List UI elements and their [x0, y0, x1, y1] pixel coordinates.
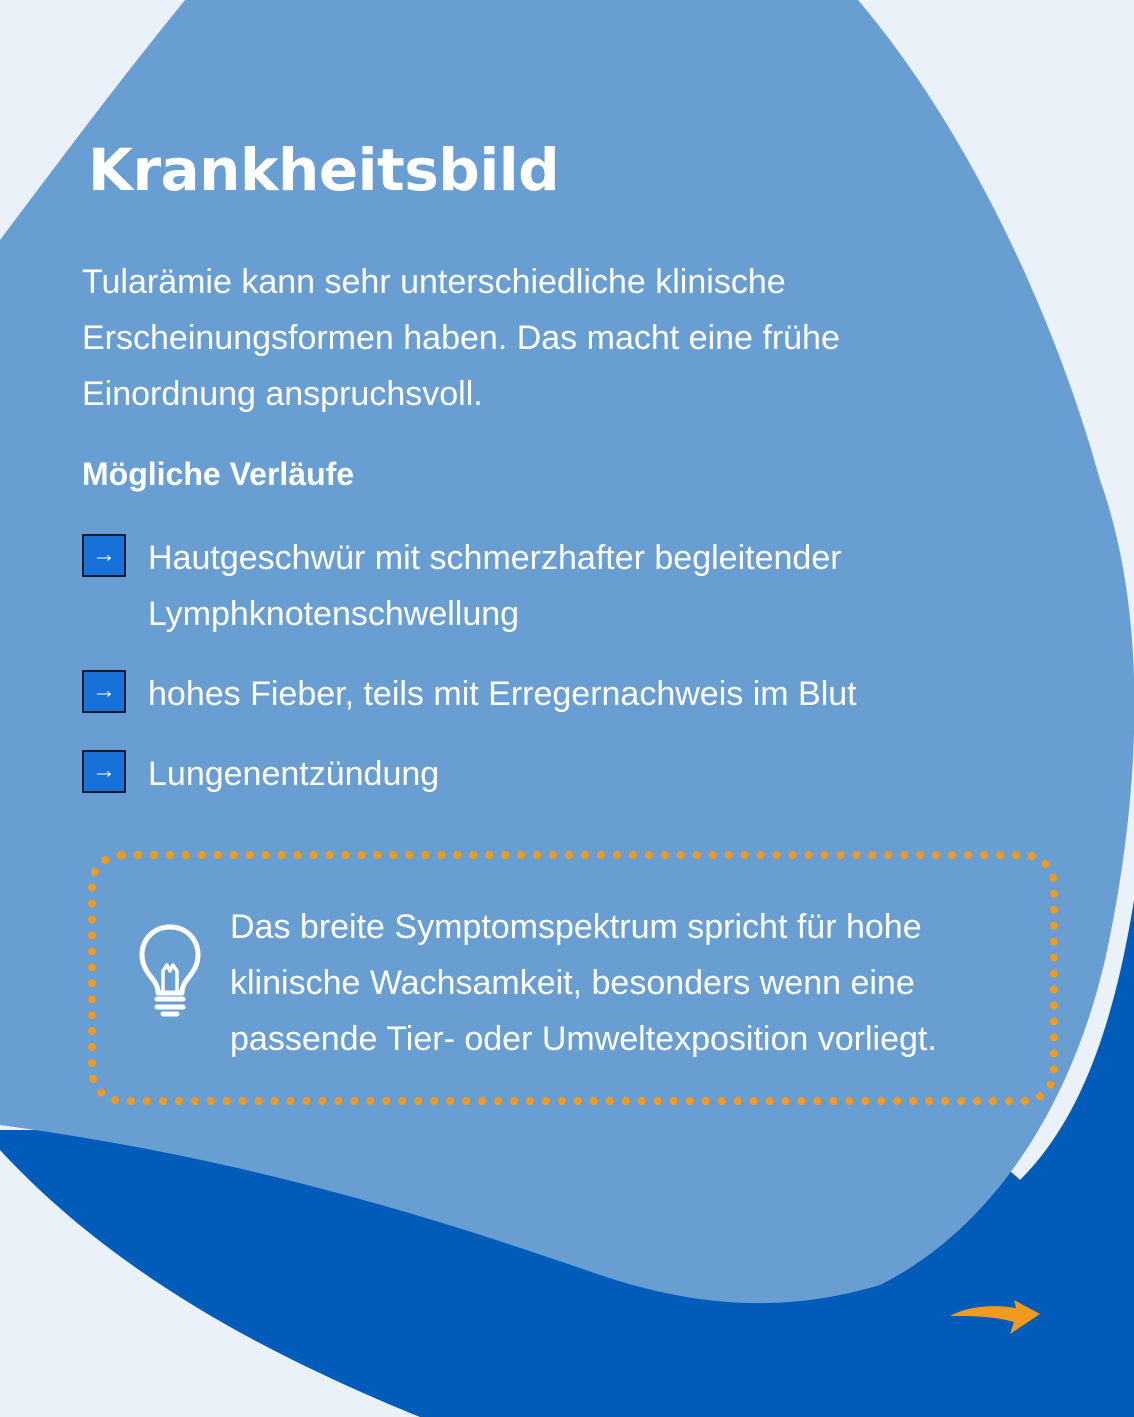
arrow-right-icon: →: [82, 670, 126, 713]
arrow-right-icon: →: [82, 750, 126, 793]
next-arrow-icon[interactable]: [944, 1276, 1058, 1342]
callout-text: Das breite Symptomspektrum spricht für hohe klinische Wachsamkeit, besonders wenn eine passende Tier- oder Umweltexposition vorliegt.: [230, 908, 937, 1058]
course-list: [82, 530, 1042, 802]
section-heading: Mögliche Verläufe: [82, 456, 355, 492]
list-item: [82, 530, 1042, 642]
list-item-text: Hautgeschwür mit schmerzhafter begleitender Lymphknotenschwellung: [148, 539, 842, 633]
info-callout: [88, 851, 1058, 1105]
list-item: [82, 666, 1042, 722]
list-item: [82, 746, 1042, 802]
slide-title: Krankheitsbild: [88, 136, 560, 204]
list-item-text: Lungenentzündung: [148, 755, 440, 793]
lightbulb-icon: [136, 921, 204, 1017]
arrow-right-icon: →: [82, 534, 126, 577]
intro-paragraph: Tularämie kann sehr unterschiedliche klinische Erscheinungsformen haben. Das macht eine frühe Einordnung anspruchsvoll.: [82, 263, 840, 413]
list-item-text: hohes Fieber, teils mit Erregernachweis im Blut: [148, 675, 857, 713]
